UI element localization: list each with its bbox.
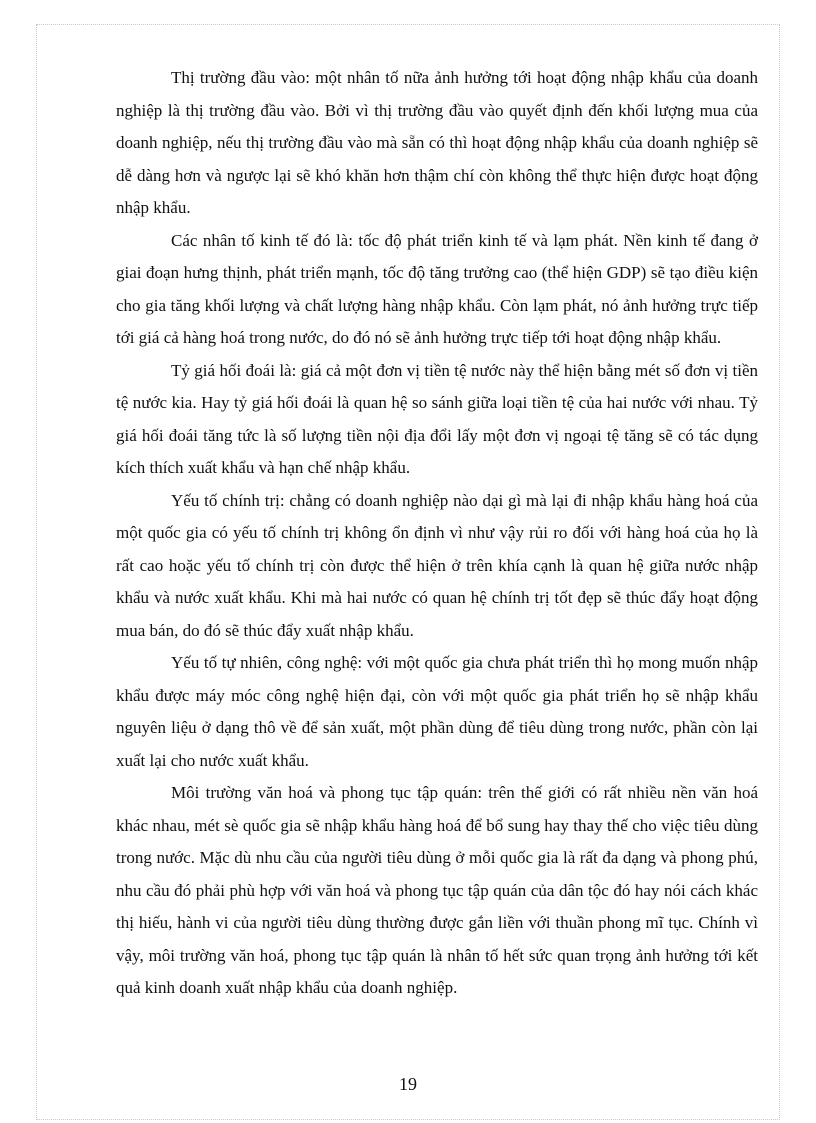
page-number: 19 <box>399 1074 417 1094</box>
paragraph-input-market: Thị trường đầu vào: một nhân tố nữa ảnh hưởng tới hoạt động nhập khẩu của doanh nghiệp là thị trường đầu vào. Bởi vì thị trường đầu vào quyết định đến khối lượng mua của doanh nghiệp, nếu thị trường đầu vào mà sẵn có thì hoạt động nhập khẩu của doanh nghiệp sẽ dễ dàng hơn và ngược lại sẽ khó khăn hơn thậm chí còn không thể thực hiện được hoạt động nhập khẩu. <box>116 68 758 217</box>
paragraph-nature-technology: Yếu tố tự nhiên, công nghệ: với một quốc gia chưa phát triển thì họ mong muốn nhập khẩu được máy móc công nghệ hiện đại, còn với một quốc gia phát triển họ sẽ nhập khẩu nguyên liệu ở dạng thô về để sản xuất, một phần dùng để tiêu dùng trong nước, phần còn lại xuất lại cho nước xuất khẩu. <box>116 653 758 770</box>
paragraph-culture-customs: Môi trường văn hoá và phong tục tập quán: trên thế giới có rất nhiều nền văn hoá khác nhau, mét sè quốc gia sẽ nhập khẩu hàng hoá để bổ sung hay thay thế cho việc tiêu dùng trong nước. Mặc dù nhu cầu của người tiêu dùng ở mỗi quốc gia là rất đa dạng và phong phú, nhu cầu đó phải phù hợp với văn hoá và phong tục tập quán của dân tộc đó hay nói cách khác thị hiếu, hành vi của người tiêu dùng thường được gắn liền với thuần phong mĩ tục. Chính vì vậy, môi trường văn hoá, phong tục tập quán là nhân tố hết sức quan trọng ảnh hưởng tới kết quả kinh doanh xuất nhập khẩu của doanh nghiệp. <box>116 783 758 997</box>
paragraph-economic-factors: Các nhân tố kinh tế đó là: tốc độ phát triển kinh tế và lạm phát. Nền kinh tế đang ở giai đoạn hưng thịnh, phát triển mạnh, tốc độ tăng trưởng cao (thể hiện GDP) sẽ tạo điều kiện cho gia tăng khối lượng và chất lượng hàng nhập khẩu. Còn lạm phát, nó ảnh hưởng trực tiếp tới giá cả hàng hoá trong nước, do đó nó sẽ ảnh hưởng trực tiếp tới hoạt động nhập khẩu. <box>116 230 758 347</box>
paragraph-political-factors: Yếu tố chính trị: chẳng có doanh nghiệp nào dại gì mà lại đi nhập khẩu hàng hoá của một quốc gia có yếu tố chính trị không ổn định vì như vậy rủi ro đối với hàng hoá của họ là rất cao hoặc yếu tố chính trị còn được thể hiện ở trên khía cạnh là quan hệ giữa nước nhập khẩu và nước xuất khẩu. Khi mà hai nước có quan hệ chính trị tốt đẹp sẽ thúc đẩy hoạt động mua bán, do đó sẽ thúc đẩy xuất nhập khẩu. <box>116 490 758 640</box>
paragraph-exchange-rate: Tỷ giá hối đoái là: giá cả một đơn vị tiền tệ nước này thể hiện bằng mét số đơn vị tiền tệ nước kia. Hay tỷ giá hối đoái là quan hệ so sánh giữa loại tiền tệ của hai nước với nhau. Tỷ giá hối đoái tăng tức là số lượng tiền nội địa đổi lấy một đơn vị ngoại tệ tăng sẽ có tác dụng kích thích xuất khẩu và hạn chế nhập khẩu. <box>116 360 758 477</box>
body-text <box>116 62 758 1005</box>
